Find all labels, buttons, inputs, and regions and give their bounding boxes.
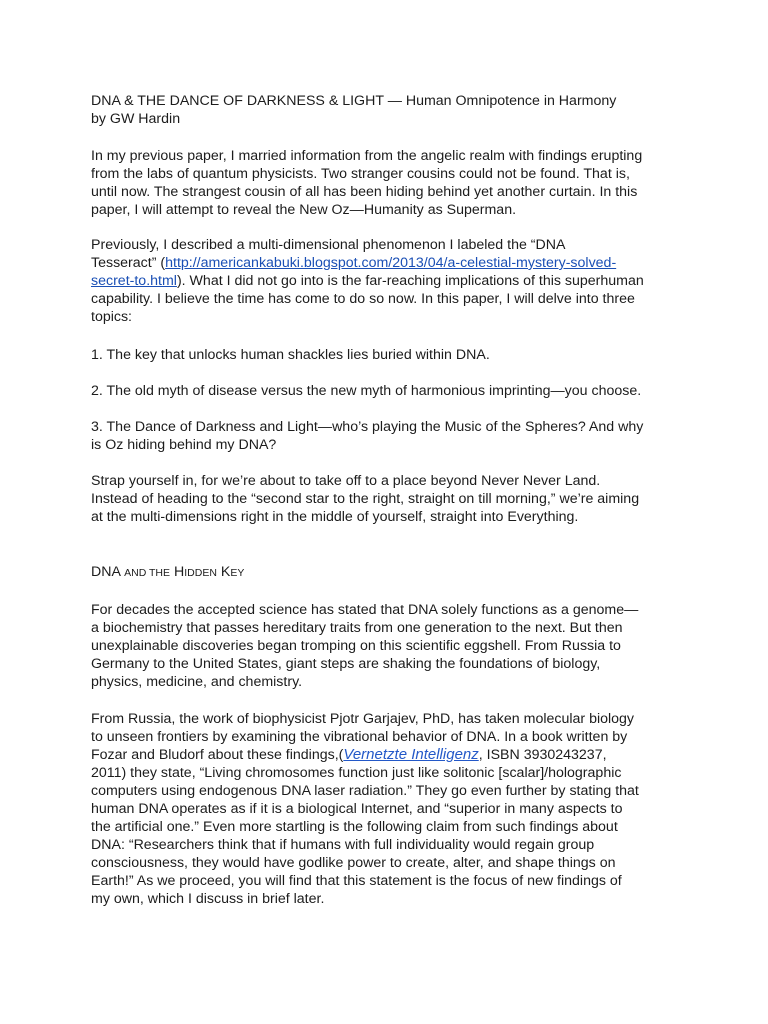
text-line: at the multi-dimensions right in the middle of yourself, straight into Everything.: [91, 509, 579, 525]
text-line: DNA: “Researchers think that if humans with full individuality would regain group: [91, 837, 595, 853]
heading-fragment: AND THE: [124, 567, 171, 579]
heading-fragment: H: [173, 564, 185, 580]
text-line: Instead of heading to the “second star to the right, straight on till morning,” we’re aiming: [91, 491, 640, 507]
tesseract-link[interactable]: http://americankabuki.blogspot.com/2013/04/a-celestial-mystery-solved-: [165, 255, 617, 271]
topic-1: [91, 346, 711, 364]
text-line: For decades the accepted science has stated that DNA solely functions as a genome—: [91, 602, 639, 618]
text-line: unexplainable discoveries began tromping on this scientific eggshell. From Russia to: [91, 638, 621, 654]
intro-paragraph: [91, 147, 711, 219]
strap-paragraph: [91, 472, 711, 526]
text-fragment: Tesseract” (: [91, 255, 166, 271]
text-line: From Russia, the work of biophysicist Pjotr Garjajev, PhD, has taken molecular biology: [91, 711, 635, 727]
text-line: [91, 272, 711, 290]
heading-fragment: IDDEN: [184, 567, 217, 579]
russia-paragraph: [91, 710, 711, 908]
heading-fragment: DNA: [91, 564, 121, 580]
text-line: capability. I believe the time has come to do so now. In this paper, I will delve into three: [91, 291, 635, 307]
text-line: Previously, I described a multi-dimensional phenomenon I labeled the “DNA: [91, 237, 566, 253]
heading-line: [91, 563, 711, 582]
section-heading: [91, 563, 711, 582]
text-fragment: ). What I did not go into is the far-reaching implications of this superhuman: [176, 273, 644, 289]
text-line: 2. The old myth of disease versus the new myth of harmonious imprinting—you choose.: [91, 383, 642, 399]
text-line: 2011) they state, “Living chromosomes function just like solitonic [scalar]/holographic: [91, 765, 622, 781]
text-line: computers using endogenous DNA laser radiation.” They go even further by stating that: [91, 783, 639, 799]
text-line: consciousness, they would have godlike power to create, alter, and shape things on: [91, 855, 616, 871]
text-line: Strap yourself in, for we’re about to take off to a place beyond Never Never Land.: [91, 473, 601, 489]
document-title: [91, 92, 711, 128]
tesseract-link-continued[interactable]: secret-to.html: [91, 273, 177, 289]
heading-fragment: K: [220, 564, 231, 580]
previously-paragraph: [91, 236, 711, 326]
text-line: my own, which I discuss in brief later.: [91, 891, 325, 907]
text-line: [91, 254, 711, 272]
text-line: topics:: [91, 309, 133, 325]
text-line: [91, 746, 711, 764]
text-line: from the labs of quantum physicists. Two stranger cousins could not be found. That is,: [91, 166, 630, 182]
text-line: 3. The Dance of Darkness and Light—who’s playing the Music of the Spheres? And why: [91, 419, 644, 435]
text-line: to unseen frontiers by examining the vibrational behavior of DNA. In a book written by: [91, 729, 628, 745]
text-line: physics, medicine, and chemistry.: [91, 674, 303, 690]
text-fragment: Fozar and Bludorf about these findings,(: [91, 747, 344, 763]
author-line: by GW Hardin: [91, 111, 181, 127]
heading-fragment: EY: [230, 567, 245, 579]
book-link[interactable]: Vernetzte Intelligenz: [343, 746, 479, 763]
text-line: a biochemistry that passes hereditary traits from one generation to the next. But then: [91, 620, 623, 636]
text-line: is Oz hiding behind my DNA?: [91, 437, 277, 453]
text-line: until now. The strangest cousin of all has been hiding behind yet another curtain. In this: [91, 184, 638, 200]
decades-paragraph: [91, 601, 711, 691]
text-fragment: , ISBN 3930243237,: [478, 747, 607, 763]
text-line: In my previous paper, I married information from the angelic realm with findings erupting: [91, 148, 643, 164]
title-line: DNA & THE DANCE OF DARKNESS & LIGHT — Human Omnipotence in Harmony: [91, 93, 617, 109]
text-line: Germany to the United States, giant steps are shaking the foundations of biology,: [91, 656, 601, 672]
topic-2: [91, 382, 711, 400]
text-line: paper, I will attempt to reveal the New Oz—Humanity as Superman.: [91, 202, 517, 218]
topic-3: [91, 418, 711, 454]
text-line: human DNA operates as if it is a biological Internet, and “superior in many aspects to: [91, 801, 623, 817]
text-line: 1. The key that unlocks human shackles lies buried within DNA.: [91, 347, 490, 363]
text-line: Earth!” As we proceed, you will find that this statement is the focus of new findings of: [91, 873, 622, 889]
text-line: the artificial one.” Even more startling is the following claim from such findings about: [91, 819, 618, 835]
